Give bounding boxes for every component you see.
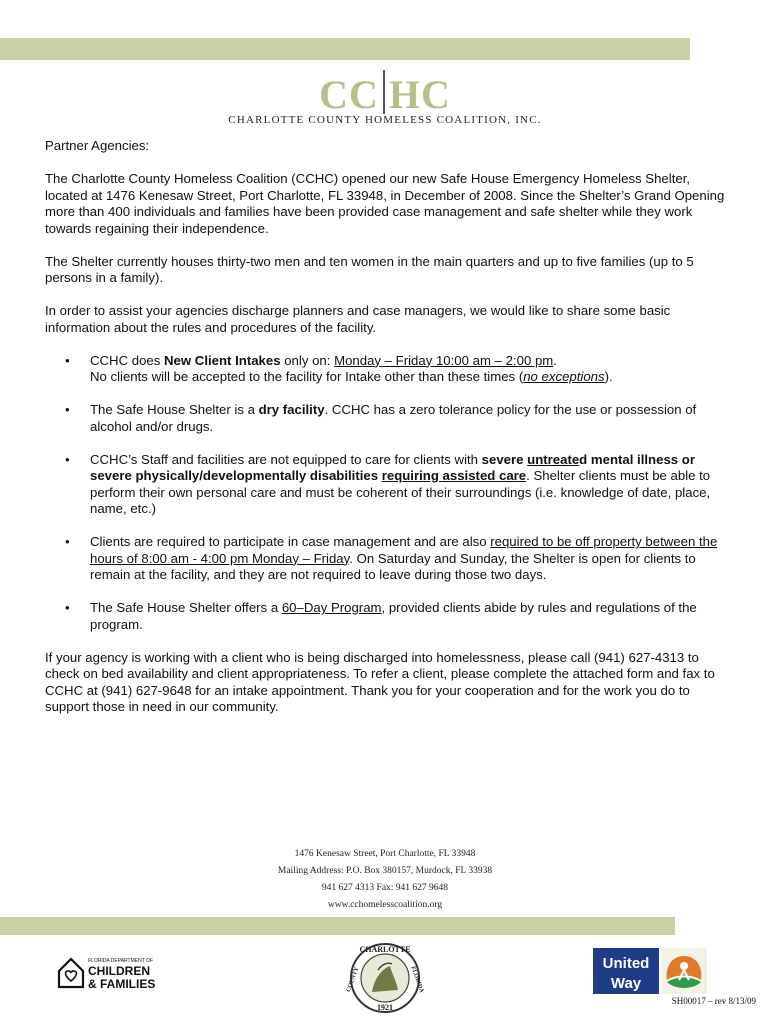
svg-text:FLORIDA: FLORIDA: [409, 965, 425, 994]
paragraph-referral: If your agency is working with a client who is being discharged into homelessness, please call (941) 627-4313 to check on bed availability and client appropriateness. To refer a client, please complete the attached form and fax to CCHC at (941) 627-9648 for an intake appointment. Thank you for your cooperation and for the work you do to support those in need in our community.: [45, 649, 715, 714]
svg-text:CHILDREN: CHILDREN: [88, 964, 150, 978]
letter-body: [45, 138, 735, 732]
county-seal-icon: [340, 940, 430, 1015]
svg-text:& FAMILIES: & FAMILIES: [88, 977, 156, 991]
logo-divider: [383, 70, 385, 114]
bullet-icon: •: [65, 402, 70, 417]
website: www.cchomelesscoalition.org: [327, 900, 443, 910]
dcf-logo: [55, 953, 185, 993]
header-band: [0, 38, 690, 60]
svg-text:United: United: [602, 955, 650, 972]
rule-intake: • CCHC does New Client Intakes only on: Monday – Friday 10:00 am – 2:00 pm. No clients will be accepted to the facility for Intake other than these times (no exceptions).: [65, 352, 613, 384]
bullet-icon: •: [65, 600, 70, 615]
svg-text:COUNTY: COUNTY: [345, 966, 361, 993]
rule-60-day-program: • The Safe House Shelter offers a 60–Day Program, provided clients abide by rules and regulations of the program.: [65, 600, 697, 632]
salutation: Partner Agencies:: [45, 138, 150, 153]
footer-address-block: [0, 846, 770, 914]
org-name: CHARLOTTE COUNTY HOMELESS COALITION, INC.: [228, 114, 542, 126]
rule-care-requirements: • CCHC’s Staff and facilities are not equipped to care for clients with severe untreated mental illness or severe physically/developmentally disabilities requiring assisted care. Shelter clients must be able to perform their own personal care and must be coherent of their surroundings (i.e. knowledge of date, place, name, etc.): [65, 451, 711, 516]
county-seal-logo: [340, 940, 430, 1015]
paragraph-purpose: In order to assist your agencies discharge planners and case managers, we would like to share some basic information about the rules and procedures of the facility.: [45, 303, 671, 335]
phone-fax: 941 627 4313 Fax: 941 627 9648: [321, 883, 449, 893]
svg-text:FLORIDA DEPARTMENT OF: FLORIDA DEPARTMENT OF: [88, 958, 154, 964]
footer-band: [0, 917, 675, 935]
dcf-house-icon: [55, 953, 185, 993]
bullet-icon: •: [65, 534, 70, 549]
bullet-icon: •: [65, 352, 70, 368]
cchc-logo: [0, 70, 770, 118]
revision-code: SH00017 – rev 8/13/09: [671, 996, 756, 1006]
svg-text:1921: 1921: [377, 1003, 393, 1012]
rules-list: [45, 353, 735, 634]
rule-case-management: • Clients are required to participate in case management and are also required to be off property between the hours of 8:00 am - 4:00 pm Monday – Friday. On Saturday and Sunday, the Shelter is open for clients to remain at the facility, and they are not required to leave during those two days.: [65, 534, 718, 582]
paragraph-capacity: The Shelter currently houses thirty-two men and ten women in the main quarters and up to five families (up to 5 persons in a family).: [45, 253, 694, 285]
united-way-logo: [593, 948, 711, 996]
logo-left-text: CC: [319, 72, 379, 117]
logo-right-text: HC: [388, 72, 451, 117]
svg-text:Way: Way: [610, 975, 642, 992]
mailing-address: Mailing Address: P.O. Box 380157, Murdock, FL 33938: [277, 866, 493, 876]
bullet-icon: •: [65, 451, 70, 467]
rule-dry-facility: • The Safe House Shelter is a dry facility. CCHC has a zero tolerance policy for the use or possession of alcohol and/or drugs.: [65, 402, 697, 434]
svg-text:CHARLOTTE: CHARLOTTE: [359, 945, 411, 954]
paragraph-intro: The Charlotte County Homeless Coalition (CCHC) opened our new Safe House Emergency Homeless Shelter, located at 1476 Kenesaw Street, Port Charlotte, FL 33948, in December of 2008. Since the Shelter’s Grand Opening more than 400 individuals and families have been provided case management and safe shelter while they work towards regaining their independence.: [45, 171, 725, 236]
street-address: 1476 Kenesaw Street, Port Charlotte, FL 33948: [294, 849, 476, 859]
united-way-icon: [593, 948, 711, 996]
